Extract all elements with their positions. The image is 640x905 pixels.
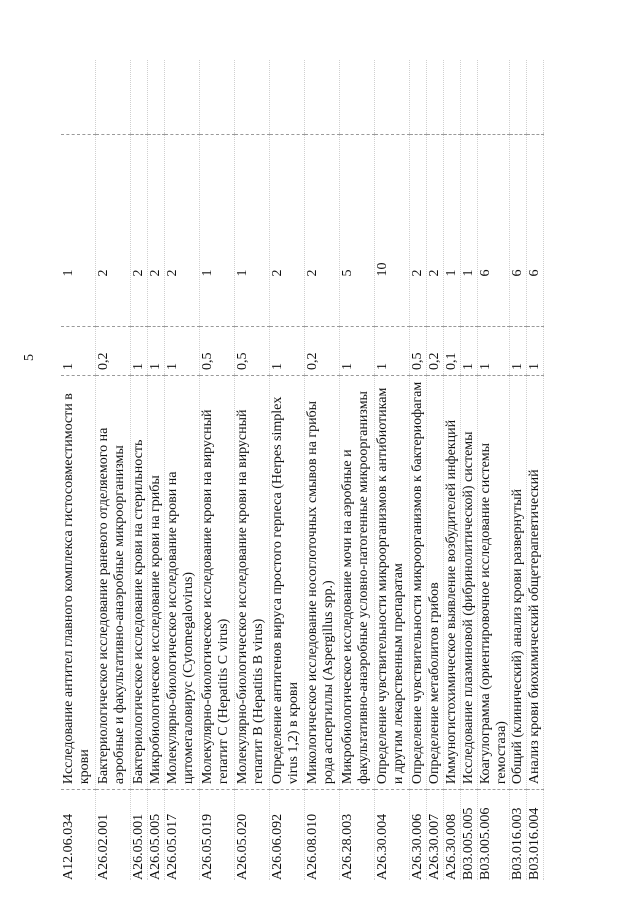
- frequency-rate: 0,2: [427, 327, 444, 376]
- service-code: A26.02.001: [96, 790, 131, 880]
- service-name: Исследование плазминовой (фибринолитической) системы: [461, 376, 478, 790]
- service-name: Микологическое исследование носоглоточных смывов на грибы рода аспергиллы (Aspergillus spp.): [305, 376, 340, 790]
- service-name: Микробиологическое исследование крови на грибы: [148, 376, 165, 790]
- service-name: Общий (клинический) анализ крови развернутый: [510, 376, 527, 790]
- service-code: A26.05.017: [165, 790, 200, 880]
- empty-cell: [148, 60, 165, 135]
- multiplicity: 2: [410, 135, 427, 327]
- empty-cell: [61, 60, 96, 135]
- empty-cell: [235, 60, 270, 135]
- service-code: A26.30.008: [444, 790, 461, 880]
- service-name: Иммуногистохимическое выявление возбудителей инфекций: [444, 376, 461, 790]
- service-name: Бактериологическое исследование раневого отделяемого на аэробные и факультативно-анаэробные микроорганизмы: [96, 376, 131, 790]
- service-code: A26.30.006: [410, 790, 427, 880]
- empty-cell: [478, 60, 510, 135]
- table-row: [270, 60, 305, 880]
- service-code: B03.016.004: [527, 790, 544, 880]
- service-code: A26.05.005: [148, 790, 165, 880]
- service-code: A26.30.004: [375, 790, 410, 880]
- multiplicity: 10: [375, 135, 410, 327]
- frequency-rate: 0,2: [305, 327, 340, 376]
- table-row: [165, 60, 200, 880]
- frequency-rate: 1: [165, 327, 200, 376]
- frequency-rate: 1: [131, 327, 148, 376]
- empty-cell: [461, 60, 478, 135]
- service-name: Анализ крови биохимический общетерапевтический: [527, 376, 544, 790]
- frequency-rate: 0,5: [200, 327, 235, 376]
- table-row: [148, 60, 165, 880]
- services-table: [61, 60, 544, 880]
- table-row: [510, 60, 527, 880]
- multiplicity: 1: [235, 135, 270, 327]
- service-name: Молекулярно-биологическое исследование крови на вирусный гепатит B (Hepatitis B virus): [235, 376, 270, 790]
- frequency-rate: 0,5: [235, 327, 270, 376]
- service-name: Коагулограмма (ориентировочное исследование системы гемостаза): [478, 376, 510, 790]
- service-code: B03.005.005: [461, 790, 478, 880]
- frequency-rate: 1: [375, 327, 410, 376]
- multiplicity: 6: [527, 135, 544, 327]
- multiplicity: 2: [427, 135, 444, 327]
- empty-cell: [375, 60, 410, 135]
- service-name: Микробиологическое исследование мочи на аэробные и факультативно-анаэробные условно-патогенные микроорганизмы: [340, 376, 375, 790]
- multiplicity: 5: [340, 135, 375, 327]
- table-row: [131, 60, 148, 880]
- table-row: [340, 60, 375, 880]
- frequency-rate: 0,5: [410, 327, 427, 376]
- service-name: Молекулярно-биологическое исследование крови на цитомегаловирус (Cytomegalovirus): [165, 376, 200, 790]
- service-code: B03.016.003: [510, 790, 527, 880]
- table-row: [410, 60, 427, 880]
- table-row: [527, 60, 544, 880]
- frequency-rate: 0,2: [96, 327, 131, 376]
- empty-cell: [270, 60, 305, 135]
- multiplicity: 1: [444, 135, 461, 327]
- empty-cell: [427, 60, 444, 135]
- frequency-rate: 1: [270, 327, 305, 376]
- service-name: Молекулярно-биологическое исследование крови на вирусный гепатит C (Hepatitis C virus): [200, 376, 235, 790]
- table-row: [427, 60, 444, 880]
- frequency-rate: 1: [478, 327, 510, 376]
- empty-cell: [340, 60, 375, 135]
- table-row: [375, 60, 410, 880]
- service-code: B03.005.006: [478, 790, 510, 880]
- empty-cell: [305, 60, 340, 135]
- service-name: Определение чувствительности микроорганизмов к бактериофагам: [410, 376, 427, 790]
- frequency-rate: 0,1: [444, 327, 461, 376]
- service-code: A26.30.007: [427, 790, 444, 880]
- empty-cell: [200, 60, 235, 135]
- empty-cell: [527, 60, 544, 135]
- service-code: A26.28.003: [340, 790, 375, 880]
- frequency-rate: 1: [527, 327, 544, 376]
- table-row: [96, 60, 131, 880]
- services-table-body: [61, 60, 544, 880]
- frequency-rate: 1: [148, 327, 165, 376]
- table-row: [235, 60, 270, 880]
- multiplicity: 1: [61, 135, 96, 327]
- page-number: 5: [22, 354, 37, 361]
- multiplicity: 1: [200, 135, 235, 327]
- table-row: [61, 60, 96, 880]
- service-code: A26.06.092: [270, 790, 305, 880]
- service-code: A26.05.019: [200, 790, 235, 880]
- empty-cell: [131, 60, 148, 135]
- multiplicity: 6: [510, 135, 527, 327]
- empty-cell: [96, 60, 131, 135]
- service-code: A26.05.020: [235, 790, 270, 880]
- service-code: A12.06.034: [61, 790, 96, 880]
- table-row: [478, 60, 510, 880]
- frequency-rate: 1: [461, 327, 478, 376]
- service-name: Определение антигенов вируса простого герпеса (Herpes simplex virus 1,2) в крови: [270, 376, 305, 790]
- multiplicity: 2: [165, 135, 200, 327]
- multiplicity: 6: [478, 135, 510, 327]
- service-name: Исследование антител главного комплекса гистосовместимости в крови: [61, 376, 96, 790]
- service-name: Бактериологическое исследование крови на стерильность: [131, 376, 148, 790]
- table-row: [305, 60, 340, 880]
- multiplicity: 1: [461, 135, 478, 327]
- multiplicity: 2: [96, 135, 131, 327]
- empty-cell: [410, 60, 427, 135]
- services-table-container: [61, 60, 551, 880]
- multiplicity: 2: [270, 135, 305, 327]
- table-row: [200, 60, 235, 880]
- table-row: [444, 60, 461, 880]
- frequency-rate: 1: [510, 327, 527, 376]
- multiplicity: 2: [305, 135, 340, 327]
- table-row: [461, 60, 478, 880]
- multiplicity: 2: [131, 135, 148, 327]
- empty-cell: [165, 60, 200, 135]
- service-code: A26.08.010: [305, 790, 340, 880]
- service-name: Определение метаболитов грибов: [427, 376, 444, 790]
- frequency-rate: 1: [61, 327, 96, 376]
- empty-cell: [444, 60, 461, 135]
- multiplicity: 2: [148, 135, 165, 327]
- service-name: Определение чувствительности микроорганизмов к антибиотикам и другим лекарственным препаратам: [375, 376, 410, 790]
- frequency-rate: 1: [340, 327, 375, 376]
- service-code: A26.05.001: [131, 790, 148, 880]
- empty-cell: [510, 60, 527, 135]
